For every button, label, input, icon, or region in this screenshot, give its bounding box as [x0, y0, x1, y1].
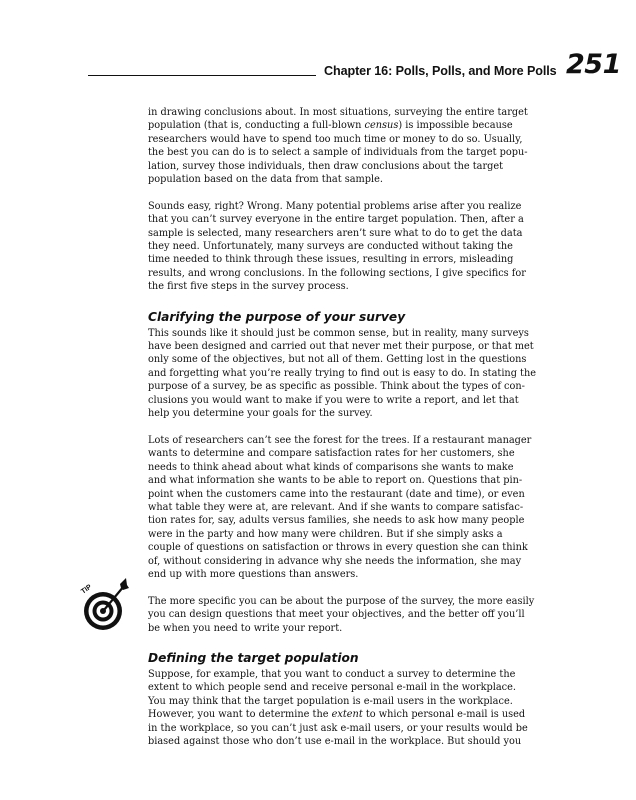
- text-line: [148, 708, 600, 721]
- text-line: and what information she wants to be able to report on. Questions that pin-: [148, 475, 523, 487]
- text-line: researchers would have to spend too much time or money to do so. Usually,: [148, 133, 523, 145]
- text-line: Lots of researchers can’t see the forest for the trees. If a restaurant manager: [148, 434, 532, 446]
- text-run: ) is impossible because: [398, 120, 513, 132]
- emphasis-census: census: [364, 120, 399, 132]
- text-line: they need. Unfortunately, many surveys are conducted without taking the: [148, 241, 513, 253]
- text-line: and forgetting what you’re really trying to find out is easy to do. In stating the: [148, 367, 537, 379]
- text-line: You may think that the target population is e-mail users in the workplace.: [148, 695, 513, 707]
- text-line: you can design questions that meet your objectives, and the better off you’ll: [148, 609, 525, 621]
- text-run: to which personal e-mail is used: [362, 709, 526, 721]
- text-line: couple of questions on satisfaction or throws in every question she can think: [148, 542, 528, 554]
- chapter-title: Chapter 16: Polls, Polls, and More Polls: [324, 64, 557, 78]
- text-line: be when you need to write your report.: [148, 622, 343, 634]
- text-line: extent to which people send and receive personal e-mail in the workplace.: [148, 682, 516, 694]
- header-rule: [88, 75, 316, 76]
- section-heading-target-population: Defining the target population: [148, 650, 359, 665]
- text-line: in drawing conclusions about. In most situations, surveying the entire target: [148, 107, 528, 118]
- tip-label: TIP: [80, 583, 94, 596]
- paragraph-forest-trees: [148, 434, 600, 581]
- text-line: point when the customers came into the restaurant (date and time), or even: [148, 488, 525, 500]
- text-line: tion rates for, say, adults versus families, she needs to ask how many people: [148, 515, 525, 527]
- text-line: were in the party and how many were children. But if she simply asks a: [148, 528, 503, 540]
- text-line: only some of the objectives, but not all of them. Getting lost in the questions: [148, 354, 527, 366]
- text-run: However, you want to determine the: [148, 709, 332, 721]
- text-run: population (that is, conducting a full-blown: [148, 120, 365, 132]
- text-line: help you determine your goals for the survey.: [148, 408, 373, 420]
- text-line: the first five steps in the survey process.: [148, 281, 349, 293]
- text-line: The more specific you can be about the purpose of the survey, the more easily: [148, 595, 535, 607]
- section-heading-purpose: Clarifying the purpose of your survey: [148, 309, 406, 324]
- text-line: sample is selected, many researchers aren’t sure what to do to get the data: [148, 227, 523, 239]
- text-line: of, without considering in advance why she needs the information, she may: [148, 555, 522, 567]
- body-column: [148, 106, 600, 748]
- text-line: wants to determine and compare satisfaction rates for her customers, she: [148, 448, 515, 460]
- text-line: that you can’t survey everyone in the entire target population. Then, after a: [148, 214, 524, 226]
- text-line: lation, survey those individuals, then draw conclusions about the target: [148, 160, 504, 172]
- tip-target-icon: [80, 576, 130, 634]
- text-line: [148, 119, 600, 132]
- text-line: what table they were at, are relevant. And if she wants to compare satisfac-: [148, 501, 524, 513]
- paragraph-purpose: [148, 327, 600, 421]
- text-line: biased against those who don’t use e-mail in the workplace. But should you: [148, 736, 522, 748]
- text-line: the best you can do is to select a sample of individuals from the target popu-: [148, 147, 528, 159]
- paragraph-intro: [148, 106, 600, 186]
- text-line: have been designed and carried out that never met their purpose, or that met: [148, 341, 534, 353]
- text-line: results, and wrong conclusions. In the following sections, I give specifics for: [148, 267, 526, 279]
- text-line: purpose of a survey, be as specific as possible. Think about the types of con-: [148, 381, 525, 393]
- text-line: Sounds easy, right? Wrong. Many potential problems arise after you realize: [148, 200, 522, 212]
- text-line: in the workplace, so you can’t just ask e-mail users, or your results would be: [148, 722, 528, 734]
- paragraph-target-population: [148, 668, 600, 748]
- text-line: needs to think ahead about what kinds of comparisons she wants to make: [148, 461, 514, 473]
- emphasis-extent: extent: [331, 709, 363, 721]
- paragraph-problems: [148, 200, 600, 294]
- text-line: This sounds like it should just be common sense, but in reality, many surveys: [148, 327, 529, 339]
- text-line: population based on the data from that sample.: [148, 174, 384, 186]
- page-number: 251: [566, 49, 621, 80]
- text-line: clusions you would want to make if you were to write a report, and let that: [148, 394, 519, 406]
- paragraph-tip: [148, 595, 600, 635]
- text-line: Suppose, for example, that you want to conduct a survey to determine the: [148, 668, 516, 680]
- text-line: time needed to think through these issues, resulting in errors, misleading: [148, 254, 514, 266]
- text-line: end up with more questions than answers.: [148, 568, 359, 580]
